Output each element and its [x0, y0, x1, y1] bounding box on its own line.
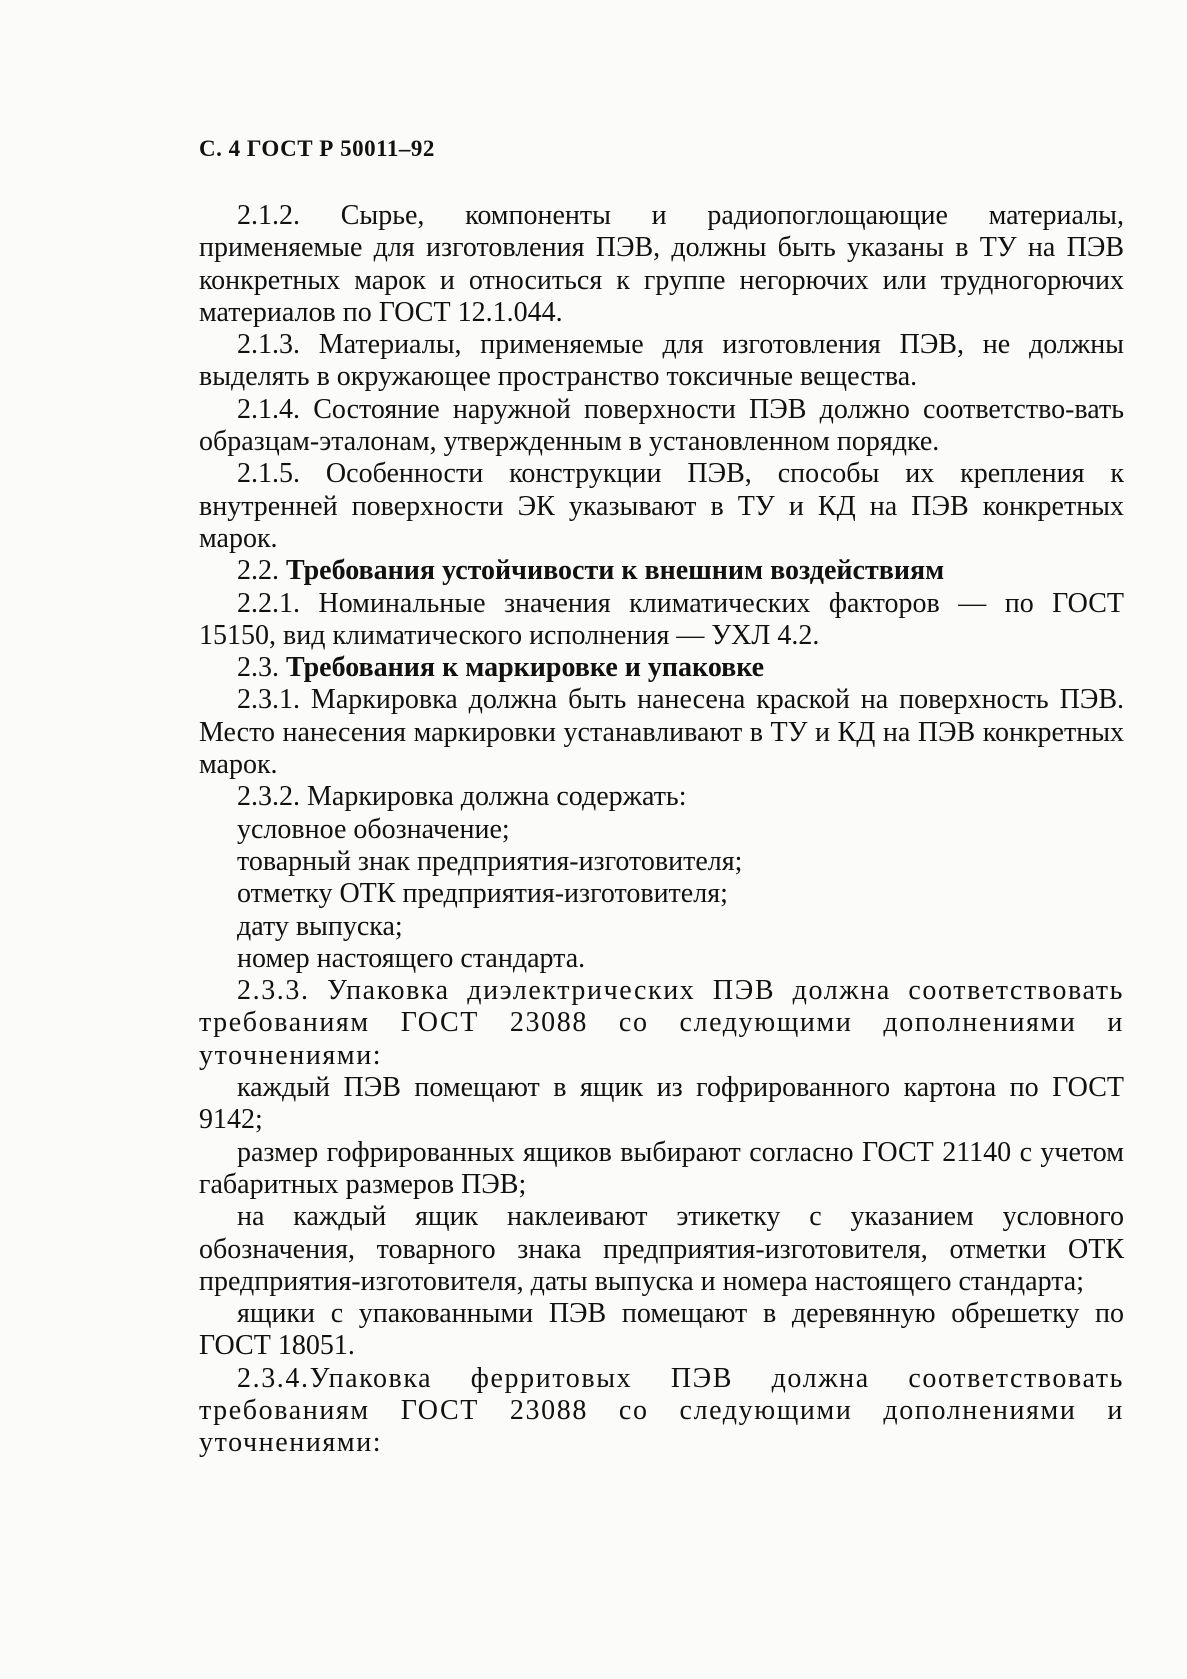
paragraph-2-1-2: 2.1.2. Сырье, компоненты и радиопоглощающие материалы, применяемые для изготовления ПЭВ, должны быть указаны в ТУ на ПЭВ конкретных марок и относиться к группе негорючих или трудногорючих материалов по ГОСТ 12.1.044. [199, 200, 1124, 328]
section-title: Требования устойчивости к внешним воздействиям [286, 555, 945, 587]
marking-list-item: условное обозначение; [237, 813, 510, 845]
section-number: 2.2. [237, 555, 279, 587]
section-number: 2.3. [237, 652, 279, 684]
marking-list-item: номер настоящего стандарта. [237, 942, 586, 974]
paragraph-2-3-3: 2.3.3. Упаковка диэлектрических ПЭВ должна соответствовать требованиям ГОСТ 23088 со следующими дополнениями и уточнениями: [199, 975, 1124, 1071]
paragraph-2-2-1: 2.2.1. Номинальные значения климатических факторов — по ГОСТ 15150, вид климатического исполнения — УХЛ 4.2. [199, 587, 1124, 651]
packing-list-item: ящики с упакованными ПЭВ помещают в деревянную обрешетку по ГОСТ 18051. [199, 1298, 1124, 1362]
packing-list-item: на каждый ящик наклеивают этикетку с указанием условного обозначения, товарного знака предприятия-изготовителя, отметки ОТК предприятия-изготовителя, даты выпуска и номера настоящего стандарта; [199, 1201, 1124, 1297]
packing-list-item: размер гофрированных ящиков выбирают согласно ГОСТ 21140 с учетом габаритных размеров ПЭВ; [199, 1136, 1124, 1200]
packing-list-item: каждый ПЭВ помещают в ящик из гофрированного картона по ГОСТ 9142; [199, 1072, 1124, 1136]
section-heading-2-3 [199, 652, 1124, 684]
marking-list-item: товарный знак предприятия-изготовителя; [237, 845, 743, 877]
paragraph-2-1-4: 2.1.4. Состояние наружной поверхности ПЭВ должно соответство-вать образцам-эталонам, утвержденным в установленном порядке. [199, 393, 1124, 458]
paragraph-2-1-3: 2.1.3. Материалы, применяемые для изготовления ПЭВ, не должны выделять в окружающее пространство токсичные вещества. [199, 329, 1124, 393]
paragraph-2-3-2: 2.3.2. Маркировка должна содержать: [237, 781, 687, 813]
section-heading-2-2 [199, 555, 1124, 587]
paragraph-2-3-1: 2.3.1. Маркировка должна быть нанесена краской на поверхность ПЭВ. Место нанесения маркировки устанавливают в ТУ и КД на ПЭВ конкретных марок. [199, 684, 1124, 781]
section-title: Требования к маркировке и упаковке [286, 652, 765, 684]
paragraph-2-3-4: 2.3.4.Упаковка ферритовых ПЭВ должна соответствовать требованиям ГОСТ 23088 со следующими дополнениями и уточнениями: [199, 1362, 1124, 1459]
paragraph-2-1-5: 2.1.5. Особенности конструкции ПЭВ, способы их крепления к внутренней поверхности ЭК указывают в ТУ и КД на ПЭВ конкретных марок. [199, 458, 1124, 554]
running-head: С. 4 ГОСТ Р 50011–92 [199, 136, 435, 161]
document-body [199, 200, 1124, 1460]
marking-list-item: отметку ОТК предприятия-изготовителя; [237, 878, 728, 910]
marking-list-item: дату выпуска; [237, 910, 403, 942]
